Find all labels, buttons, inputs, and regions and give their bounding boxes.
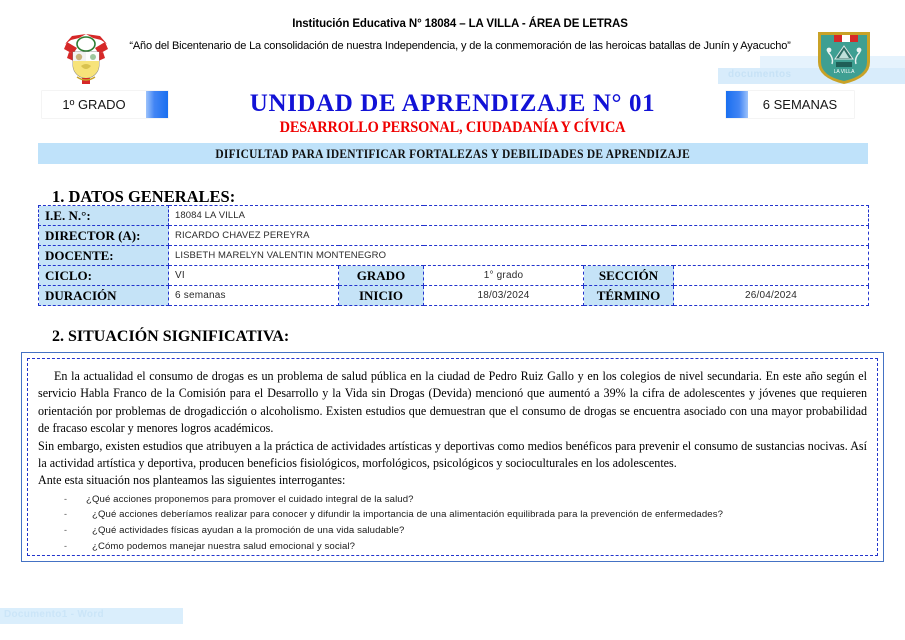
situacion-paragraph-3: Ante esta situación nos planteamos las siguientes interrogantes:	[38, 473, 346, 488]
value-ciclo[interactable]: VI	[169, 266, 339, 286]
label-docente: DOCENTE:	[39, 246, 169, 266]
label-seccion: SECCIÓN	[584, 266, 674, 286]
value-termino[interactable]: 26/04/2024	[674, 286, 869, 306]
label-ie-numero: I.E. N.°:	[39, 206, 169, 226]
list-item: - ¿Qué actividades físicas ayudan a la promoción de una vida saludable?	[38, 523, 867, 539]
value-ie-numero[interactable]: 18084 LA VILLA	[169, 206, 869, 226]
scan-artifact-top-right-text: documentos	[728, 69, 792, 80]
page-subtitle: DESARROLLO PERSONAL, CIUDADANÍA Y CÍVICA	[279, 119, 626, 136]
table-row	[39, 206, 869, 226]
label-ciclo: CICLO:	[39, 266, 169, 286]
scan-artifact-bottom-left-text: Documento1 - Word	[4, 609, 104, 620]
list-item: - ¿Cómo podemos manejar nuestra salud emocional y social?	[38, 539, 867, 555]
situacion-significativa-box	[21, 352, 884, 562]
value-seccion[interactable]	[674, 266, 869, 286]
list-item: - ¿Qué acciones proponemos para promover el cuidado integral de la salud?	[38, 492, 867, 508]
label-inicio: INICIO	[339, 286, 424, 306]
value-grado[interactable]: 1° grado	[424, 266, 584, 286]
section-heading-situacion: 2. SITUACIÓN SIGNIFICATIVA:	[52, 328, 290, 345]
table-row	[39, 226, 869, 246]
list-item: - ¿Qué acciones deberíamos realizar para conocer y difundir la importancia de una alimentación equilibrada para la prevención de enfermedades?	[38, 507, 867, 523]
grade-badge-label: 1º GRADO	[62, 97, 126, 112]
value-docente[interactable]: LISBETH MARELYN VALENTIN MONTENEGRO	[169, 246, 869, 266]
topic-banner-label: DIFICULTAD PARA IDENTIFICAR FORTALEZAS Y DEBILIDADES DE APRENDIZAJE	[215, 145, 691, 161]
value-duracion[interactable]: 6 semanas	[169, 286, 339, 306]
page-title: UNIDAD DE APRENDIZAJE N° 01	[249, 90, 656, 117]
institution-line: Institución Educativa N° 18084 – LA VILLA - ÁREA DE LETRAS	[292, 18, 628, 30]
header-title-block	[120, 18, 800, 52]
value-director[interactable]: RICARDO CHAVEZ PEREYRA	[169, 226, 869, 246]
peru-coat-of-arms-icon	[55, 30, 117, 86]
situacion-question-list	[38, 492, 867, 554]
school-shield-icon	[812, 28, 876, 86]
value-inicio[interactable]: 18/03/2024	[424, 286, 584, 306]
situacion-paragraph-2: Sin embargo, existen estudios que atribuyen a la práctica de actividades artísticas y deportivas como medios benéficos para prevenir el consumo de sustancias nocivas. Así la actividad artística y deportiva, producen beneficios fisiológicos, morfológicos, psicológicos y socioculturales en los adolescentes.	[38, 438, 867, 471]
label-duracion: DURACIÓN	[39, 286, 169, 306]
year-motto-line: “Año del Bicentenario de La consolidación de nuestra Independencia, y de la conmemoración de las heroicas batallas de Junín y Ayacucho”	[129, 40, 791, 52]
situacion-paragraph-1: En la actualidad el consumo de drogas es un problema de salud pública en la ciudad de Pedro Ruiz Gallo y en los colegios de nivel secundaria. En este año según el servicio Habla Franco de la Comisión para el Desarrollo y la Vida sin Drogas (Devida) mencionó que aumentó a 39% la cifra de adolescentes y jóvenes que requieren orientación por problemas de drogadicción o alcoholismo. Existen estudios que demuestran que el consumo de drogas se encuentra asociado con una mayor probabilidad de fracaso escolar y menores logros académicos.	[38, 369, 867, 436]
svg-text:LA VILLA: LA VILLA	[833, 69, 855, 75]
section-heading-datos-generales: 1. DATOS GENERALES:	[52, 187, 236, 206]
label-termino: TÉRMINO	[584, 286, 674, 306]
table-row	[39, 246, 869, 266]
document-header	[0, 14, 905, 76]
label-director: DIRECTOR (A):	[39, 226, 169, 246]
datos-generales-table	[38, 205, 869, 306]
situacion-inner-frame	[27, 358, 878, 556]
weeks-badge-label: 6 SEMANAS	[762, 97, 838, 112]
table-row	[39, 286, 869, 306]
table-row	[39, 266, 869, 286]
topic-banner	[38, 143, 868, 164]
label-grado: GRADO	[339, 266, 424, 286]
